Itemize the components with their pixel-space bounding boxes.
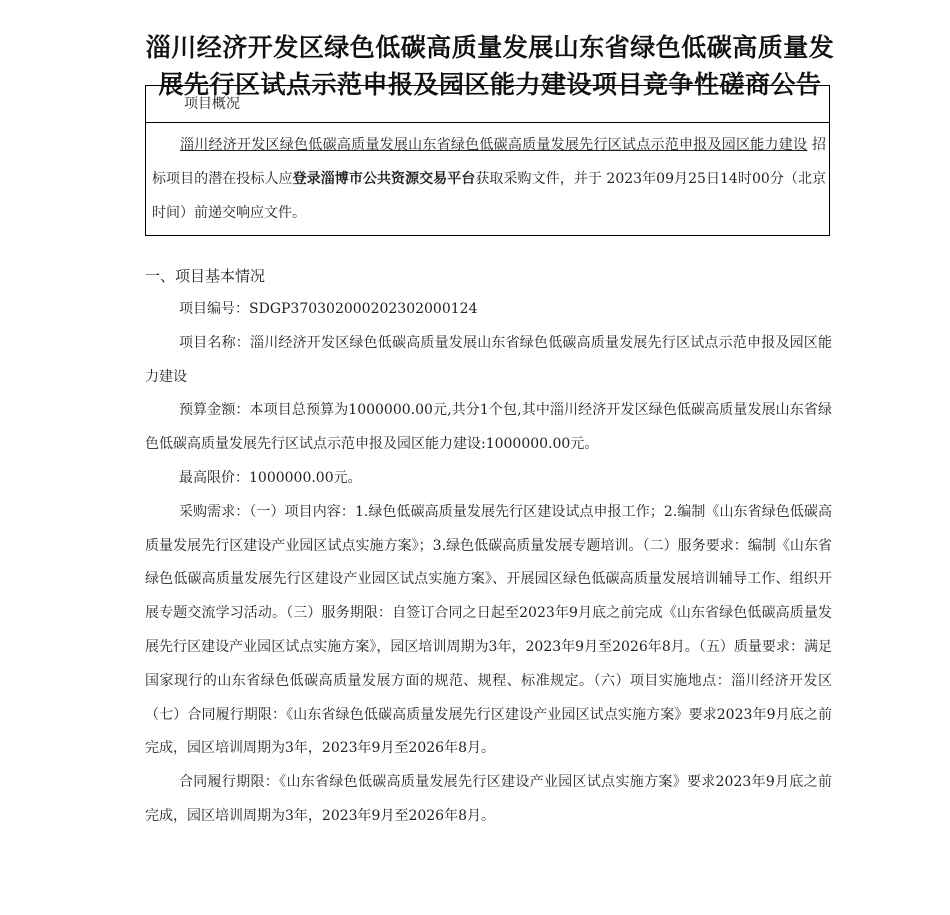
trading-platform-name: 登录淄博市公共资源交易平台 [292,171,476,187]
budget-amount: 预算金额：本项目总预算为1000000.00元,共分1个包,其中淄川经济开发区绿色低碳高质量发展山东省绿色低碳高质量发展先行区试点示范申报及园区能力建设:1000000.00元。 [145,402,832,453]
section-heading: 一、项目基本情况 [145,267,266,285]
overview-text-part-2: 获取采购文件，并于 2023年09月25日14时00分（北京时间）前递交响应文件。 [152,171,827,221]
project-number: 项目编号：SDGP370302000202302000124 [179,301,478,317]
overview-text-part-1: 招标项目的潜在投标人应 [152,137,827,187]
procurement-requirements: 采购需求：（一）项目内容：1.绿色低碳高质量发展先行区建设试点申报工作；2.编制《山东省绿色低碳高质量发展先行区建设产业园区试点实施方案》；3.绿色低碳高质量发展专题培训。（二）服务要求：编制《山东省绿色低碳高质量发展先行区建设产业园区试点实施方案》、开展园区绿色低碳高质量发展培训辅导工作、组织开展专题交流学习活动。（三）服务期限：自签订合同之日起至2023年9月底之前完成《山东省绿色低碳高质量发展先行区建设产业园区试点实施方案》，园区培训周期为3年，2023年9月至2026年8月。（五）质量要求：满足国家现行的山东省绿色低碳高质量发展方面的规范、规程、标准规定。（六）项目实施地点：淄川经济开发区（七）合同履行期限：《山东省绿色低碳高质量发展先行区建设产业园区试点实施方案》要求2023年9月底之前完成，园区培训周期为3年，2023年9月至2026年8月。 [145,503,832,757]
overview-text [146,123,829,235]
overview-heading: 项目概况 [146,86,829,123]
project-name: 项目名称：淄川经济开发区绿色低碳高质量发展山东省绿色低碳高质量发展先行区试点示范申报及园区能力建设 [145,334,832,385]
section-basic-info [145,259,832,834]
document-title: 淄川经济开发区绿色低碳高质量发展山东省绿色低碳高质量发展先行区试点示范申报及园区能力建设项目竞争性磋商公告 [145,32,835,99]
contract-period: 合同履行期限：《山东省绿色低碳高质量发展先行区建设产业园区试点实施方案》要求2023年9月底之前完成，园区培训周期为3年，2023年9月至2026年8月。 [145,774,832,824]
max-price: 最高限价：1000000.00元。 [179,469,362,486]
overview-box [145,85,830,236]
project-name-link[interactable]: 淄川经济开发区绿色低碳高质量发展山东省绿色低碳高质量发展先行区试点示范申报及园区能力建设 [180,137,808,153]
